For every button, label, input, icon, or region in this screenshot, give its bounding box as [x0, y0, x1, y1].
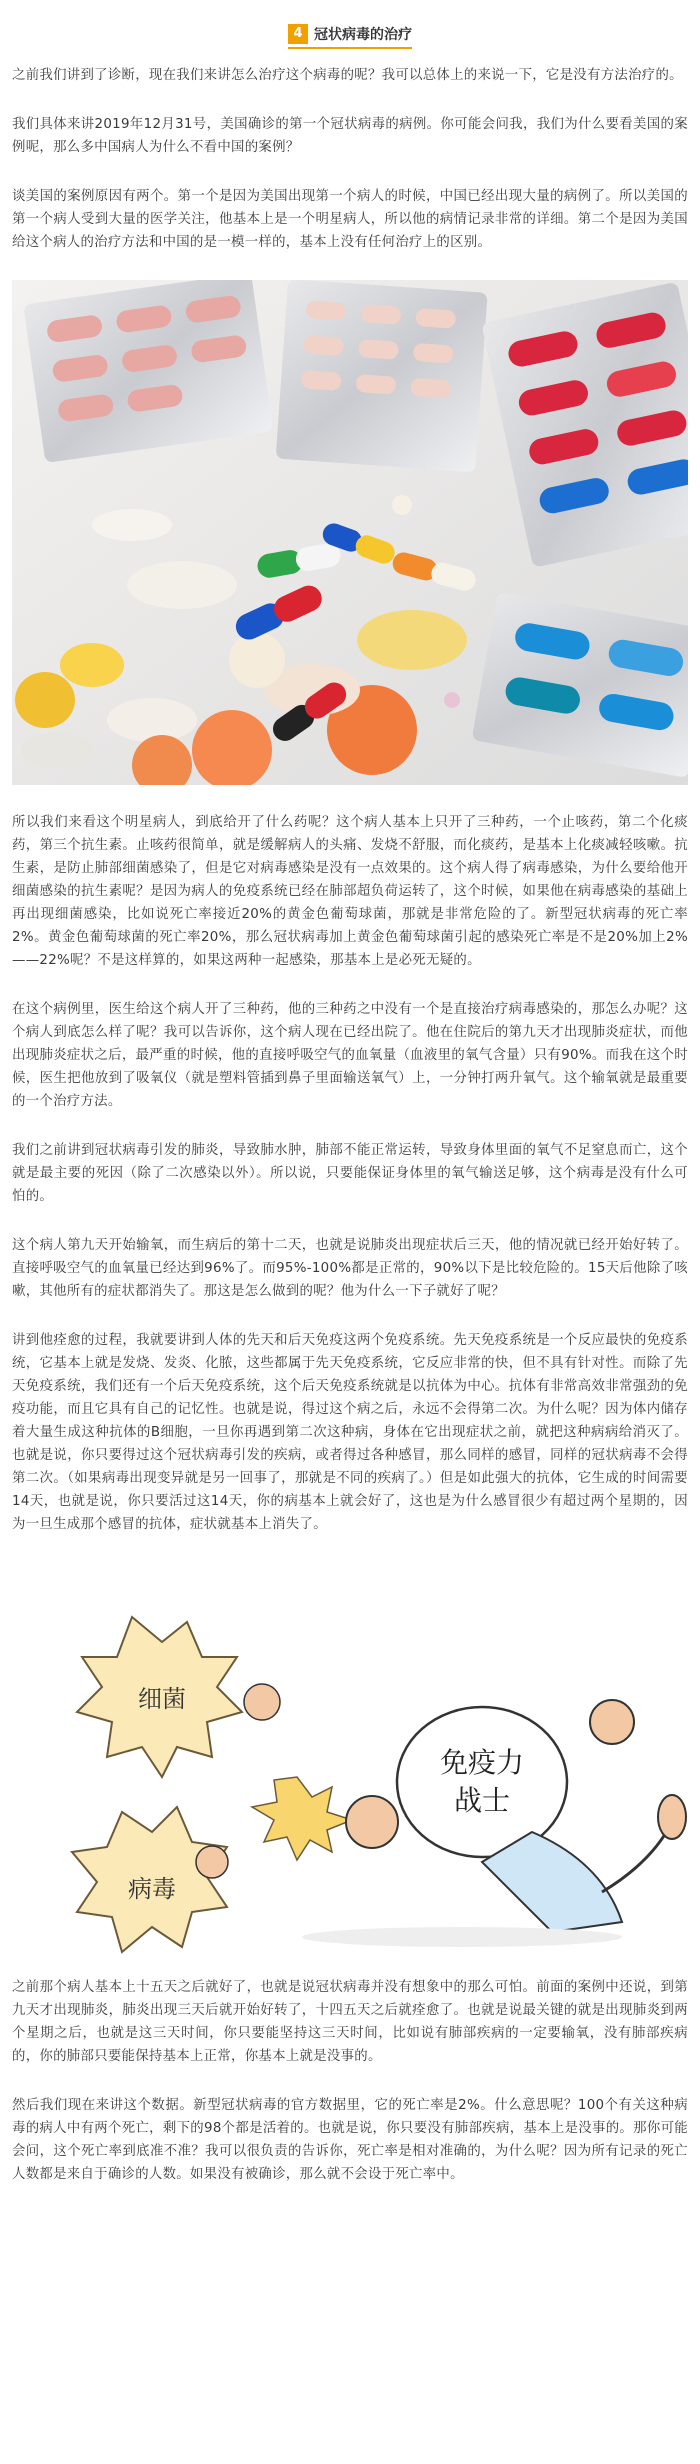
- warrior-label-line1: 免疫力: [439, 1746, 525, 1779]
- bacteria-character: [77, 1617, 242, 1777]
- paragraph-us-case: 我们具体来讲2019年12月31号，美国确诊的第一个冠状病毒的病例。你可能会问我，我们为什么要看美国的案例呢，那么多中国病人为什么不看中国的案例？: [12, 117, 688, 155]
- paragraph-recovery: 这个病人第九天开始输氧，而生病后的第十二天，也就是说肺炎出现症状后三天，他的情况就已经开始好转了。直接呼吸空气的血氧量已经达到96%了。而95%-100%都是正常的，90%以下是比较危险的。15天后他除了咳嗽，其他所有的症状都消失了。那这是怎么做到的呢？他为什么一下子就好了呢？: [12, 1238, 688, 1299]
- immune-warrior-cartoon: [12, 1562, 688, 1954]
- section-badge: [288, 24, 412, 49]
- paragraph-fifteen-days: 之前那个病人基本上十五天之后就好了，也就是说冠状病毒并没有想象中的那么可怕。前面的案例中还说，到第九天才出现肺炎，肺炎出现三天后就开始好转了，十四五天之后就痊愈了。也就是说最关键的就是出现肺炎到两个星期之后，也就是这三天时间，你只要能坚持这三天时间，比如说有肺部疾病的一定要输氧，没有肺部疾病的，你的肺部只要能保持基本上正常，你基本上就是没事的。: [12, 1980, 688, 2064]
- section-title: 冠状病毒的治疗: [314, 26, 412, 43]
- cartoon-illustration: [12, 1562, 688, 1954]
- pills-illustration: [12, 280, 688, 785]
- section-number: 4: [288, 24, 308, 44]
- bacteria-label: 细菌: [138, 1685, 186, 1713]
- immune-warrior-character: [346, 1700, 686, 1932]
- paragraph-intro: 之前我们讲到了诊断，现在我们来讲怎么治疗这个病毒的呢？我可以总体上的来说一下，它是没有方法治疗的。: [12, 68, 683, 83]
- article-body: [0, 64, 700, 2186]
- section-header: [0, 0, 700, 64]
- paragraph-reasons: 谈美国的案例原因有两个。第一个是因为美国出现第一个病人的时候，中国已经出现大量的病例了。所以美国的第一个病人受到大量的医学关注，他基本上是一个明星病人，所以他的病情记录非常的详细。第二个是因为美国给这个病人的治疗方法和中国的是一模一样的，基本上没有任何治疗上的区别。: [12, 189, 688, 250]
- paragraph-three-drugs: 在这个病例里，医生给这个病人开了三种药，他的三种药之中没有一个是直接治疗病毒感染的，那怎么办呢？这个病人到底怎么样了呢？我可以告诉你，这个病人现在已经出院了。他在住院后的第九天才出现肺炎症状，而他出现肺炎症状之后，最严重的时候，他的直接呼吸空气的血氧量（血液里的氧气含量）只有90%。而我在这个时候，医生把他放到了吸氧仪（就是塑料管插到鼻子里面输送氧气）上，一分钟打两升氧气。这个输氧就是最重要的一个治疗方法。: [12, 1002, 688, 1109]
- pills-photo: [12, 280, 688, 785]
- paragraph-immunity: 讲到他痊愈的过程，我就要讲到人体的先天和后天免疫这两个免疫系统。先天免疫系统是一个反应最快的免疫系统，它基本上就是发烧、发炎、化脓，这些都属于先天免疫系统，它反应非常的快，但不具有针对性。而除了先天免疫系统，我们还有一个后天免疫系统，这个后天免疫系统就是以抗体为中心。抗体有非常高效非常强劲的免疫功能，而且它具有自己的记忆性。也就是说，得过这个病之后，永远不会得第二次。为什么呢？因为体内储存着大量生成这种抗体的B细胞，一旦你再遇到第二次这种病，身体在它出现症状之前，就把这种病病给消灭了。也就是说，你只要得过这个冠状病毒引发的疾病，或者得过各种感冒，那么同样的感冒，同样的冠状病毒不会得第二次。（如果病毒出现变异就是另一回事了，那就是不同的疾病了。）但是如此强大的抗体，它生成的时间需要14天，也就是说，你只要活过这14天，你的病基本上就会好了，这也是为什么感冒很少有超过两个星期的，因为一旦生成那个感冒的抗体，症状就基本上消失了。: [12, 1333, 688, 1532]
- paragraph-medicines: 所以我们来看这个明星病人，到底给开了什么药呢？这个病人基本上只开了三种药，一个止咳药，第二个化痰药，第三个抗生素。止咳药很简单，就是缓解病人的头痛、发烧不舒服，而化痰药，是基本上化痰减轻咳嗽。抗生素，是防止肺部细菌感染了，但是它对病毒感染是没有一点效果的。这个病人得了病毒感染，为什么要给他开细菌感染的抗生素呢？是因为病人的免疫系统已经在肺部超负荷运转了，这个时候，如果他在病毒感染的基础上再出现细菌感染，比如说死亡率接近20%的黄金色葡萄球菌，那就是非常危险的了。新型冠状病毒的死亡率2%。黄金色葡萄球菌的死亡率20%，那么冠状病毒加上黄金色葡萄球菌引起的感染死亡率是不是20%加上2%——22%呢？不是这样算的，如果这两种一起感染，那基本上是必死无疑的。: [12, 815, 688, 968]
- virus-label: 病毒: [128, 1875, 176, 1903]
- paragraph-mortality: 然后我们现在来讲这个数据。新型冠状病毒的官方数据里，它的死亡率是2%。什么意思呢？100个有关这种病毒的病人中有两个死亡，剩下的98个都是活着的。也就是说，你只要没有肺部疾病，基本上是没事的。那你可能会问，这个死亡率到底准不准？我可以很负责的告诉你，死亡率是相对准确的，为什么呢？因为所有记录的死亡人数都是来自于确诊的人数。如果没有被确诊，那么就不会设于死亡率中。: [12, 2098, 688, 2182]
- warrior-label-line2: 战士: [453, 1784, 511, 1817]
- virus-character: [72, 1807, 227, 1952]
- paragraph-oxygen: 我们之前讲到冠状病毒引发的肺炎，导致肺水肿，肺部不能正常运转，导致身体里面的氧气不足窒息而亡，这个就是最主要的死因（除了二次感染以外）。所以说，只要能保证身体里的氧气输送足够，这个病毒是没有什么可怕的。: [12, 1143, 688, 1204]
